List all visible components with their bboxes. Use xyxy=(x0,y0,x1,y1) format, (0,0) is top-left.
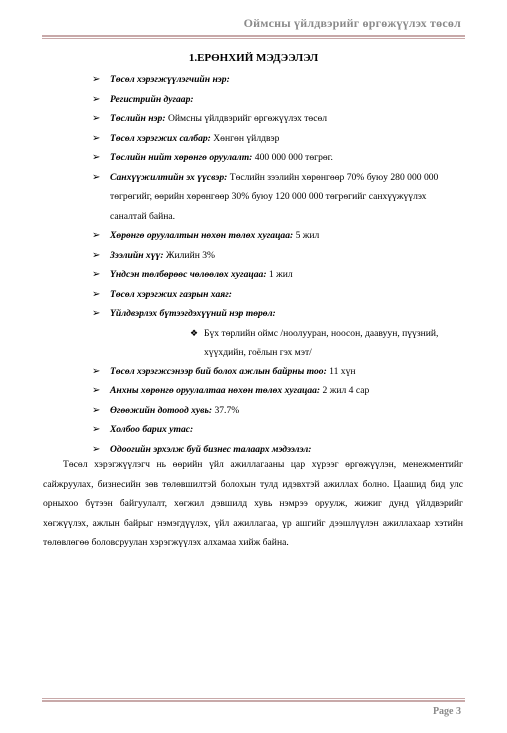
item-label: Үндсэн төлбөрөөс чөлөөлөх хугацаа: xyxy=(110,269,267,280)
list-item xyxy=(92,129,462,149)
business-paragraph: Төсөл хэрэгжүүлэгч нь өөрийн үйл ажиллагааны цар хүрээг өргөжүүлэн, менежментийг сайжруулах, бизнесийн зөв төлөвшилтэй болохын тулд идэвхтэй ажиллах болно. Цаашид бид улс орныхоо бүтээн байгуулалт, хөгжил дэвшилд хувь нэмрээ оруулж, жижиг дунд үйлдвэрийг хөгжүүлэх, ажлын байрыг нэмэгдүүлэх, үйл ажиллагаа, үр ашгийг дээшлүүлэн ажиллахаар хэтийн төлөвлөгөө боловсруулан хэрэгжүүлэх алхамаа хийж байна. xyxy=(43,459,463,548)
item-label: Төслийн нэр: xyxy=(110,113,166,124)
item-label: Төсөл хэрэгжсэнээр бий болох ажлын байрны тоо: xyxy=(110,365,327,377)
item-value: Төслийн зээлийн хөрөнгөөр 70% буюу 280 000 000 төгрөгийг, өөрийн хөрөнгөөр 30% буюу 120 000 000 төгрөгийг санхүүжүүлэх саналтай байна. xyxy=(110,171,439,222)
item-label: Зээлийн хүү: xyxy=(110,249,164,261)
list-item xyxy=(92,70,462,90)
section-title: 1.ЕРӨНХИЙ МЭДЭЭЛЭЛ xyxy=(188,52,319,64)
arrow-bullet-icon: ➢ xyxy=(92,171,101,183)
arrow-bullet-icon: ➢ xyxy=(92,113,101,124)
list-item xyxy=(92,265,462,285)
arrow-bullet-icon: ➢ xyxy=(92,74,101,85)
info-list xyxy=(92,70,462,459)
list-item xyxy=(92,381,462,401)
sub-item-text: Бүх төрлийн оймс /ноолууран, ноосон, даавуун, пүүзний, хүүхдийн, гоёлын гэх мэт/ xyxy=(204,327,439,358)
list-item xyxy=(92,109,462,129)
arrow-bullet-icon: ➢ xyxy=(92,249,101,261)
item-value: Хөнгөн үйлдвэр xyxy=(210,132,280,144)
footer-rule xyxy=(42,698,465,702)
arrow-bullet-icon: ➢ xyxy=(92,365,101,377)
running-header-title: Оймсны үйлдвэрийг өргөжүүлэх төсөл xyxy=(243,16,461,30)
item-value: 1 жил xyxy=(266,269,293,280)
arrow-bullet-icon: ➢ xyxy=(92,443,101,455)
item-value: 2 жил 4 сар xyxy=(320,385,370,396)
arrow-bullet-icon: ➢ xyxy=(92,424,101,435)
arrow-bullet-icon: ➢ xyxy=(92,404,101,416)
item-value: 11 хүн xyxy=(326,365,356,377)
item-label: Анхны хөрөнгө оруулалтаа нөхөн төлөх хугацаа: xyxy=(110,385,321,396)
item-label: Төсөл хэрэгжих газрын хаяг: xyxy=(110,288,232,300)
arrow-bullet-icon: ➢ xyxy=(92,132,101,144)
list-item xyxy=(92,420,462,440)
item-label: Төслийн нийт хөрөнгө оруулалт: xyxy=(110,152,253,163)
list-item xyxy=(92,362,462,382)
list-item xyxy=(92,246,462,266)
list-item xyxy=(92,148,462,168)
item-label: Хөрөнгө оруулалтын нөхөн төлөх хугацаа: xyxy=(110,230,294,241)
list-item xyxy=(92,90,462,110)
arrow-bullet-icon: ➢ xyxy=(92,93,101,105)
arrow-bullet-icon: ➢ xyxy=(92,308,101,319)
diamond-bullet-icon: ❖ xyxy=(190,327,199,338)
sub-list-item xyxy=(92,324,462,362)
list-item xyxy=(92,168,462,227)
arrow-bullet-icon: ➢ xyxy=(92,269,101,280)
arrow-bullet-icon: ➢ xyxy=(92,230,101,241)
header-rule xyxy=(42,35,465,39)
item-label: Үйлдвэрлэх бүтээгдэхүүний нэр төрөл: xyxy=(110,308,276,319)
item-label: Өгөөжийн дотоод хувь: xyxy=(110,404,213,416)
arrow-bullet-icon: ➢ xyxy=(92,385,101,396)
item-value: Жилийн 3% xyxy=(163,249,216,261)
item-value: 5 жил xyxy=(293,230,320,241)
page-number: Page 3 xyxy=(432,706,461,717)
arrow-bullet-icon: ➢ xyxy=(92,152,101,163)
item-label: Холбоо барих утас: xyxy=(110,424,194,435)
item-label: Регистрийн дугаар: xyxy=(110,93,194,105)
item-value: Оймсны үйлдвэрийг өргөжүүлэх төсөл xyxy=(165,113,328,124)
arrow-bullet-icon: ➢ xyxy=(92,288,101,300)
item-label: Төсөл хэрэгжүүлэгчийн нэр: xyxy=(110,74,230,85)
item-value: 37.7% xyxy=(212,404,240,416)
list-item xyxy=(92,401,462,421)
item-value: 400 000 000 төгрөг. xyxy=(252,152,333,163)
list-item xyxy=(92,285,462,305)
item-label: Одоогийн эрхэлж буй бизнес талаарх мэдээлэл: xyxy=(110,443,312,455)
item-label: Санхүүжилтийн эх үүсвэр: xyxy=(110,171,228,183)
list-item xyxy=(92,226,462,246)
list-item xyxy=(92,304,462,324)
item-label: Төсөл хэрэгжих салбар: xyxy=(110,132,211,144)
